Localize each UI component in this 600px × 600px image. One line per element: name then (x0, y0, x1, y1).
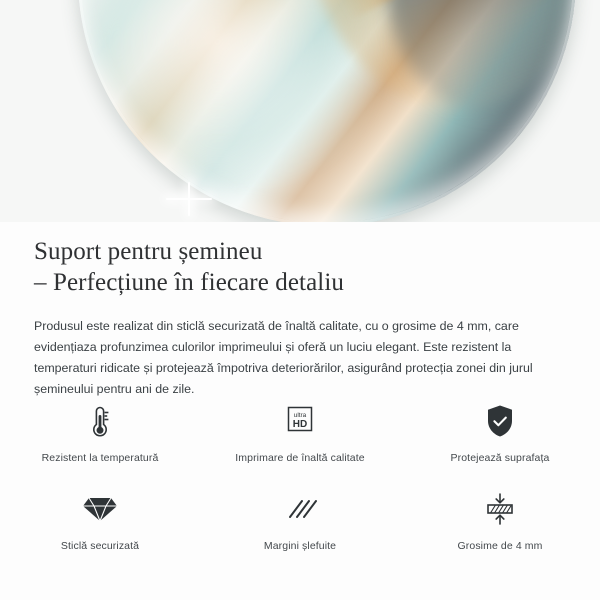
feature-item-temperature (0, 398, 200, 464)
ultra-hd-icon (282, 398, 318, 444)
feature-label: Sticlă securizată (60, 540, 140, 552)
description-paragraph: Produsul este realizat din sticlă securizată de înaltă calitate, cu o grosime de 4 mm, care evidențiaza profunzimea culorilor imprimeului și oferă un luciu elegant. Este rezistent la temperaturi ridicate și protejează împotriva deteriorărilor, asigurând protecția zonei din jurul șemineului pentru ani de zile. (34, 319, 533, 396)
feature-label: Grosime de 4 mm (457, 540, 543, 552)
text-block (0, 222, 600, 400)
feature-item-print-quality (200, 398, 400, 464)
hero-image (0, 0, 600, 222)
feature-item-polished-edges (200, 486, 400, 552)
thickness-4mm-icon (481, 486, 519, 532)
headline-line-2: – Perfecțiune în fiecare detaliu (34, 269, 344, 296)
feature-grid (0, 398, 600, 552)
svg-text:HD: HD (292, 419, 308, 430)
page-title (34, 236, 554, 298)
shield-check-icon (483, 398, 517, 444)
diamond-icon (81, 486, 119, 532)
feature-item-surface-protection (400, 398, 600, 464)
polished-edges-icon (281, 486, 319, 532)
thermometer-icon (85, 398, 115, 444)
headline-line-1: Suport pentru șemineu (34, 238, 263, 265)
feature-item-thickness (400, 486, 600, 552)
svg-text:ultra: ultra (293, 412, 307, 419)
feature-label: Margini șlefuite (263, 540, 337, 552)
feature-label: Rezistent la temperatură (41, 452, 159, 464)
feature-label: Imprimare de înaltă calitate (235, 452, 365, 464)
feature-item-tempered-glass (0, 486, 200, 552)
feature-label: Protejează suprafața (450, 452, 550, 464)
